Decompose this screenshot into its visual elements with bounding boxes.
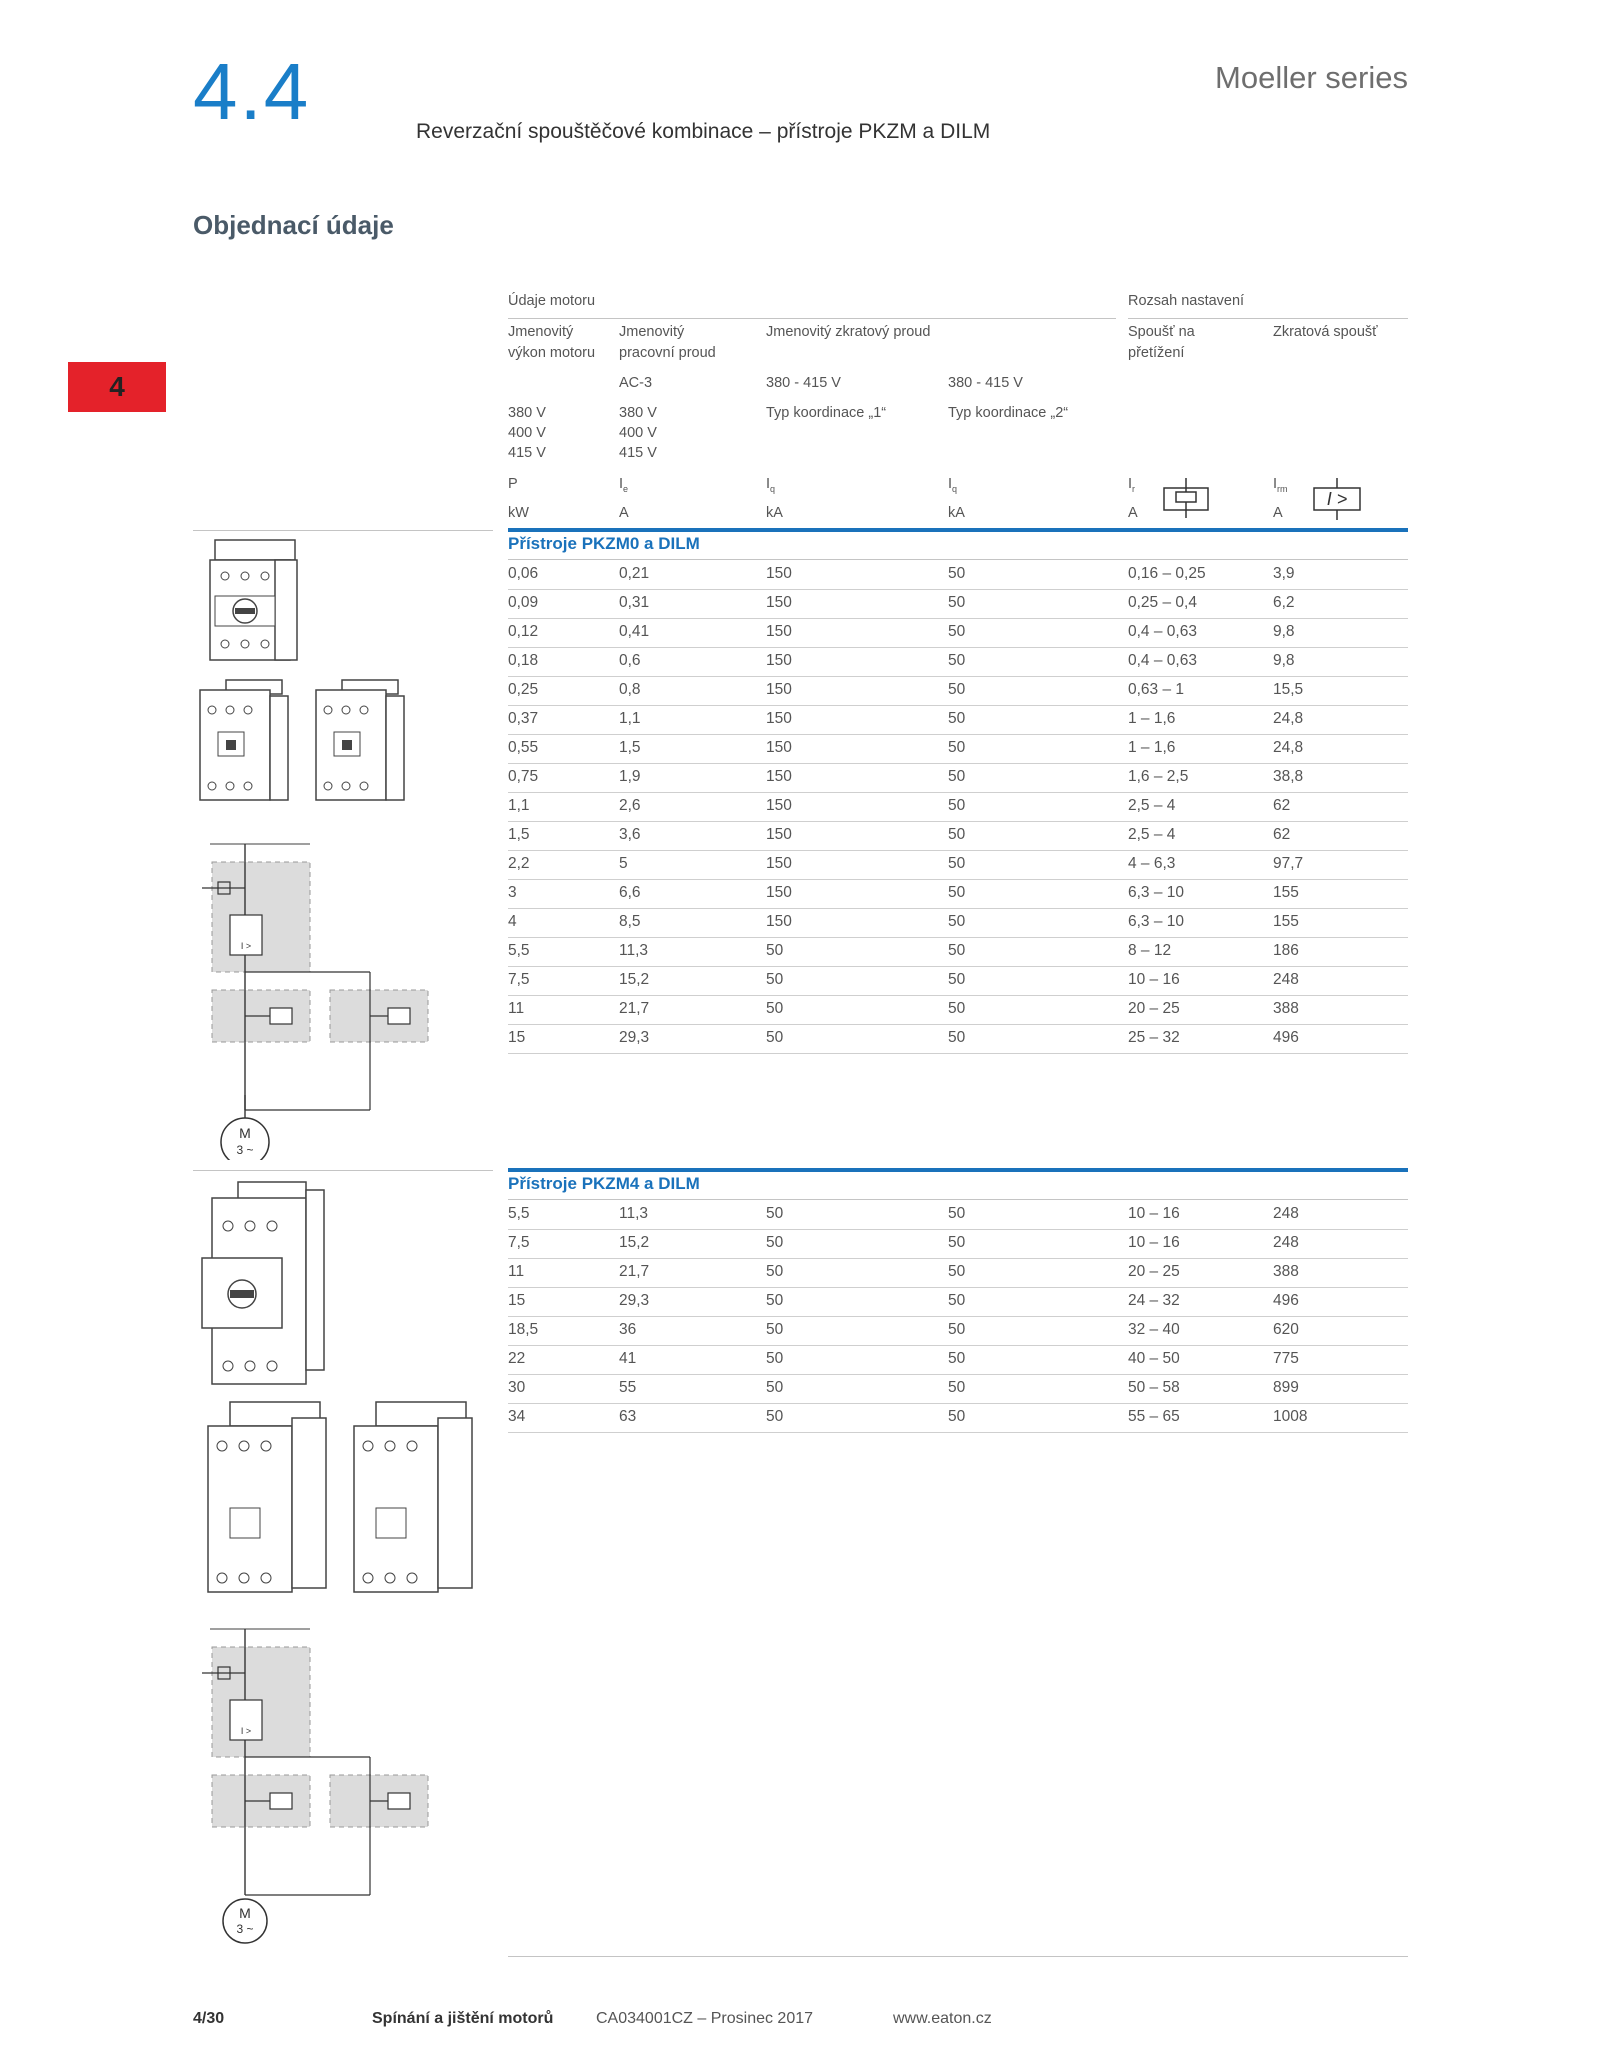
motor-power-cell: 2,2	[508, 855, 530, 872]
dilm-contactor-large-image	[346, 1398, 476, 1598]
overload-range-cell: 2,5 – 4	[1128, 797, 1176, 814]
short-circuit-cell-type2: 50	[948, 768, 966, 785]
voltage-range-2: 380 - 415 V	[948, 375, 1023, 391]
short-release-cell: 775	[1273, 1350, 1299, 1367]
table-row	[508, 734, 1408, 764]
rated-current-cell: 0,41	[619, 623, 650, 640]
table-row	[508, 618, 1408, 648]
table-row	[508, 908, 1408, 938]
overload-relay-icon	[1162, 478, 1212, 518]
short-circuit-cell-type1: 50	[766, 1029, 784, 1046]
short-circuit-cell-type2: 50	[948, 1292, 966, 1309]
rated-power-line2: výkon motoru	[508, 345, 596, 361]
table-row	[508, 705, 1408, 735]
rated-current-cell: 15,2	[619, 971, 650, 988]
short-circuit-cell-type2: 50	[948, 1350, 966, 1367]
short-circuit-cell-type1: 150	[766, 826, 792, 843]
table-row	[508, 879, 1408, 909]
overload-range-cell: 6,3 – 10	[1128, 913, 1185, 930]
short-circuit-cell-type1: 50	[766, 971, 784, 988]
table-row	[508, 966, 1408, 996]
table-row	[508, 1374, 1408, 1404]
motor-power-cell: 0,75	[508, 768, 539, 785]
overload-range-cell: 8 – 12	[1128, 942, 1172, 959]
overload-line1: Spoušť na	[1128, 324, 1195, 340]
overload-range-cell: 0,63 – 1	[1128, 681, 1185, 698]
reversing-circuit-diagram	[200, 1625, 440, 1945]
rated-current-cell: 41	[619, 1350, 637, 1367]
footer-catalog: CA034001CZ – Prosinec 2017	[596, 2010, 814, 2027]
rated-current-cell: 1,5	[619, 739, 641, 756]
short-circuit-cell-type1: 150	[766, 710, 792, 727]
rated-current-cell: 2,6	[619, 797, 641, 814]
short-release-cell: 38,8	[1273, 768, 1304, 785]
setting-range-label: Rozsah nastavení	[1128, 293, 1245, 309]
group-title-pkzm4: Přístroje PKZM4 a DILM	[508, 1174, 700, 1193]
overload-range-cell: 10 – 16	[1128, 971, 1180, 988]
overload-range-cell: 6,3 – 10	[1128, 884, 1185, 901]
short-release-header: Zkratová spoušť	[1273, 324, 1378, 340]
overload-range-cell: 1 – 1,6	[1128, 739, 1176, 756]
group-divider	[508, 1168, 1408, 1172]
table-bottom-divider	[508, 1956, 1408, 1957]
symbol-subscript: q	[952, 483, 958, 494]
short-circuit-cell-type2: 50	[948, 797, 966, 814]
short-circuit-cell-type2: 50	[948, 1408, 966, 1425]
overload-range-cell: 0,16 – 0,25	[1128, 565, 1206, 582]
pkzm0-breaker-image	[205, 536, 305, 666]
short-circuit-cell-type2: 50	[948, 681, 966, 698]
voltage-415: 415 V	[508, 445, 546, 461]
rated-current-cell: 5	[619, 855, 628, 872]
rated-current-cell: 6,6	[619, 884, 641, 901]
rated-current-cell: 29,3	[619, 1292, 650, 1309]
rated-current-cell: 55	[619, 1379, 637, 1396]
motor-power-cell: 0,37	[508, 710, 539, 727]
overcurrent-label: I >	[240, 1726, 252, 1736]
motor-power-cell: 5,5	[508, 942, 530, 959]
short-release-cell: 15,5	[1273, 681, 1304, 698]
voltage-list-2	[619, 403, 657, 463]
short-circuit-cell-type2: 50	[948, 1205, 966, 1222]
motor-phase-label: 3 ~	[236, 1143, 254, 1157]
overload-range-cell: 10 – 16	[1128, 1205, 1180, 1222]
short-release-cell: 97,7	[1273, 855, 1304, 872]
symbol-iq-2	[948, 474, 957, 500]
short-circuit-cell-type1: 150	[766, 884, 792, 901]
rated-current-cell: 11,3	[619, 1205, 649, 1222]
short-circuit-cell-type1: 50	[766, 942, 784, 959]
rated-current-cell: 29,3	[619, 1029, 650, 1046]
voltage-range-1: 380 - 415 V	[766, 375, 841, 391]
motor-label: M	[239, 1125, 251, 1141]
unit-a: A	[619, 505, 629, 521]
table-row	[508, 560, 1408, 590]
rated-current-cell: 11,3	[619, 942, 649, 959]
voltage-415: 415 V	[619, 445, 657, 461]
motor-power-cell: 15	[508, 1029, 526, 1046]
overload-range-cell: 24 – 32	[1128, 1292, 1180, 1309]
table-row	[508, 1229, 1408, 1259]
short-circuit-cell-type1: 50	[766, 1350, 784, 1367]
unit-ka: kA	[766, 505, 783, 521]
table-row	[508, 676, 1408, 706]
table-row	[508, 995, 1408, 1025]
rated-current-cell: 63	[619, 1408, 637, 1425]
overload-range-cell: 2,5 – 4	[1128, 826, 1176, 843]
short-release-cell: 248	[1273, 971, 1299, 988]
short-release-cell: 62	[1273, 797, 1291, 814]
motor-power-cell: 7,5	[508, 1234, 530, 1251]
motor-power-cell: 30	[508, 1379, 526, 1396]
reversing-circuit-diagram	[200, 840, 440, 1160]
rated-current-cell: 21,7	[619, 1000, 650, 1017]
irm-symbol-text: I >	[1326, 489, 1348, 509]
short-release-cell: 248	[1273, 1205, 1299, 1222]
rated-current-cell: 3,6	[619, 826, 641, 843]
short-circuit-cell-type1: 150	[766, 594, 792, 611]
short-release-cell: 899	[1273, 1379, 1299, 1396]
short-release-cell: 62	[1273, 826, 1291, 843]
coordination-type-2: Typ koordinace „2“	[948, 405, 1069, 421]
section-heading: Objednací údaje	[193, 210, 394, 240]
short-release-cell: 1008	[1273, 1408, 1308, 1425]
divider	[193, 530, 493, 531]
rated-current-cell: 0,8	[619, 681, 641, 698]
symbol-subscript: q	[770, 483, 776, 494]
motor-power-cell: 34	[508, 1408, 526, 1425]
table-row	[508, 1287, 1408, 1317]
chapter-tab[interactable]: 4	[68, 362, 166, 412]
unit-a: A	[1128, 505, 1138, 521]
overload-range-cell: 4 – 6,3	[1128, 855, 1176, 872]
page-subtitle: Reverzační spouštěčové kombinace – přístroje PKZM a DILM	[416, 120, 991, 143]
motor-power-cell: 1,1	[508, 797, 530, 814]
short-circuit-cell-type1: 150	[766, 739, 792, 756]
motor-data-label: Údaje motoru	[508, 293, 596, 309]
short-release-cell: 6,2	[1273, 594, 1295, 611]
short-circuit-cell-type2: 50	[948, 594, 966, 611]
rated-current-cell: 8,5	[619, 913, 641, 930]
table-row	[508, 1345, 1408, 1375]
voltage-380: 380 V	[508, 405, 546, 421]
short-release-cell: 388	[1273, 1000, 1299, 1017]
symbol-letter: I	[619, 476, 624, 492]
symbol-iq-1	[766, 474, 775, 500]
short-release-cell: 496	[1273, 1029, 1299, 1046]
ac3-label: AC-3	[619, 375, 653, 391]
overload-range-cell: 55 – 65	[1128, 1408, 1180, 1425]
overload-range-cell: 10 – 16	[1128, 1234, 1180, 1251]
motor-power-cell: 7,5	[508, 971, 530, 988]
short-circuit-header: Jmenovitý zkratový proud	[766, 324, 931, 340]
divider	[508, 318, 1116, 319]
rated-current-cell: 1,1	[619, 710, 641, 727]
motor-power-cell: 22	[508, 1350, 526, 1367]
symbol-p: P	[508, 476, 518, 492]
short-circuit-cell-type1: 150	[766, 768, 792, 785]
short-circuit-cell-type2: 50	[948, 884, 966, 901]
short-circuit-cell-type1: 50	[766, 1000, 784, 1017]
table-row	[508, 821, 1408, 851]
short-circuit-cell-type1: 50	[766, 1205, 784, 1222]
short-circuit-cell-type2: 50	[948, 565, 966, 582]
dilm-contactor-image	[196, 676, 296, 806]
rated-power-line1: Jmenovitý	[508, 324, 574, 340]
short-circuit-cell-type2: 50	[948, 1321, 966, 1338]
overload-range-cell: 1 – 1,6	[1128, 710, 1176, 727]
motor-power-cell: 0,06	[508, 565, 539, 582]
rated-current-header	[619, 322, 716, 364]
symbol-ir	[1128, 474, 1135, 500]
table-row	[508, 1403, 1408, 1433]
short-release-cell: 9,8	[1273, 652, 1295, 669]
symbol-letter: I	[1128, 476, 1133, 492]
overload-range-cell: 32 – 40	[1128, 1321, 1180, 1338]
rated-power-header	[508, 322, 595, 364]
overload-range-cell: 1,6 – 2,5	[1128, 768, 1189, 785]
motor-power-cell: 0,25	[508, 681, 539, 698]
group-divider	[508, 528, 1408, 532]
motor-power-cell: 18,5	[508, 1321, 539, 1338]
short-circuit-cell-type2: 50	[948, 855, 966, 872]
rated-current-cell: 0,31	[619, 594, 650, 611]
table-row	[508, 647, 1408, 677]
table-row	[508, 1200, 1408, 1230]
symbol-letter: I	[1273, 476, 1278, 492]
short-circuit-cell-type1: 50	[766, 1321, 784, 1338]
short-circuit-cell-type1: 50	[766, 1379, 784, 1396]
short-circuit-cell-type2: 50	[948, 1263, 966, 1280]
voltage-400: 400 V	[619, 425, 657, 441]
coordination-type-1: Typ koordinace „1“	[766, 405, 887, 421]
symbol-subscript: rm	[1277, 483, 1288, 494]
short-release-cell: 3,9	[1273, 565, 1295, 582]
table-row	[508, 589, 1408, 619]
symbol-letter: I	[948, 476, 953, 492]
unit-a: A	[1273, 505, 1283, 521]
motor-power-cell: 15	[508, 1292, 526, 1309]
rated-current-cell: 1,9	[619, 768, 641, 785]
overload-range-cell: 0,4 – 0,63	[1128, 652, 1197, 669]
symbol-subscript: e	[623, 483, 629, 494]
overload-range-cell: 50 – 58	[1128, 1379, 1180, 1396]
overload-range-cell: 20 – 25	[1128, 1000, 1180, 1017]
motor-label: M	[239, 1905, 251, 1921]
voltage-list-1	[508, 403, 546, 463]
overload-range-cell: 0,25 – 0,4	[1128, 594, 1197, 611]
short-release-cell: 496	[1273, 1292, 1299, 1309]
short-circuit-cell-type1: 50	[766, 1292, 784, 1309]
series-title: Moeller series	[1215, 60, 1408, 95]
motor-phase-label: 3 ~	[236, 1922, 254, 1936]
overload-range-cell: 25 – 32	[1128, 1029, 1180, 1046]
short-circuit-cell-type2: 50	[948, 942, 966, 959]
table-row	[508, 792, 1408, 822]
unit-ka: kA	[948, 505, 965, 521]
short-circuit-cell-type1: 150	[766, 855, 792, 872]
short-circuit-cell-type1: 150	[766, 913, 792, 930]
footer-website[interactable]: www.eaton.cz	[893, 2010, 992, 2027]
short-circuit-cell-type2: 50	[948, 739, 966, 756]
short-circuit-cell-type2: 50	[948, 913, 966, 930]
voltage-380: 380 V	[619, 405, 657, 421]
short-circuit-cell-type1: 150	[766, 652, 792, 669]
section-number: 4.4	[193, 47, 311, 136]
rated-current-cell: 0,6	[619, 652, 641, 669]
symbol-ie	[619, 474, 628, 500]
overcurrent-label: I >	[240, 941, 252, 951]
rated-current-cell: 0,21	[619, 565, 650, 582]
motor-power-cell: 1,5	[508, 826, 530, 843]
overload-header	[1128, 322, 1195, 364]
divider	[1128, 318, 1408, 319]
motor-power-cell: 0,09	[508, 594, 539, 611]
short-circuit-cell-type2: 50	[948, 652, 966, 669]
divider	[193, 1170, 493, 1171]
short-circuit-cell-type2: 50	[948, 1234, 966, 1251]
table-row	[508, 1316, 1408, 1346]
symbol-irm	[1273, 474, 1288, 500]
motor-power-cell: 4	[508, 913, 517, 930]
rated-current-line1: Jmenovitý	[619, 324, 685, 340]
table-row	[508, 1258, 1408, 1288]
short-release-cell: 9,8	[1273, 623, 1295, 640]
short-circuit-cell-type1: 150	[766, 565, 792, 582]
short-circuit-cell-type2: 50	[948, 1379, 966, 1396]
table-row	[508, 1024, 1408, 1054]
dilm-contactor-image	[312, 676, 412, 806]
rated-current-line2: pracovní proud	[619, 345, 716, 361]
motor-power-cell: 0,55	[508, 739, 539, 756]
voltage-400: 400 V	[508, 425, 546, 441]
short-circuit-cell-type1: 50	[766, 1234, 784, 1251]
page-number: 4/30	[193, 2010, 225, 2027]
rated-current-cell: 15,2	[619, 1234, 650, 1251]
short-release-cell: 155	[1273, 913, 1299, 930]
short-release-cell: 24,8	[1273, 739, 1304, 756]
short-circuit-cell-type1: 50	[766, 1263, 784, 1280]
footer-chapter: Spínání a jištění motorů	[372, 2010, 554, 2027]
short-circuit-cell-type2: 50	[948, 1029, 966, 1046]
symbol-subscript: r	[1132, 483, 1136, 494]
short-circuit-cell-type1: 50	[766, 1408, 784, 1425]
motor-power-cell: 0,12	[508, 623, 539, 640]
short-circuit-cell-type2: 50	[948, 710, 966, 727]
table-row	[508, 763, 1408, 793]
pkzm4-breaker-image	[198, 1178, 328, 1388]
rated-current-cell: 36	[619, 1321, 637, 1338]
motor-power-cell: 3	[508, 884, 517, 901]
motor-power-cell: 11	[508, 1263, 525, 1280]
short-release-cell: 248	[1273, 1234, 1299, 1251]
short-circuit-cell-type1: 150	[766, 623, 792, 640]
symbol-letter: I	[766, 476, 771, 492]
unit-kw: kW	[508, 505, 529, 521]
short-release-cell: 155	[1273, 884, 1299, 901]
motor-power-cell: 5,5	[508, 1205, 530, 1222]
overload-range-cell: 0,4 – 0,63	[1128, 623, 1197, 640]
overload-range-cell: 40 – 50	[1128, 1350, 1180, 1367]
short-circuit-cell-type2: 50	[948, 623, 966, 640]
dilm-contactor-large-image	[200, 1398, 330, 1598]
table-row	[508, 850, 1408, 880]
motor-power-cell: 11	[508, 1000, 525, 1017]
short-circuit-cell-type1: 150	[766, 681, 792, 698]
short-circuit-cell-type1: 150	[766, 797, 792, 814]
rated-current-cell: 21,7	[619, 1263, 650, 1280]
table-row	[508, 937, 1408, 967]
overload-range-cell: 20 – 25	[1128, 1263, 1180, 1280]
group-title-pkzm0: Přístroje PKZM0 a DILM	[508, 534, 700, 553]
short-release-cell: 186	[1273, 942, 1299, 959]
short-circuit-cell-type2: 50	[948, 1000, 966, 1017]
short-circuit-cell-type2: 50	[948, 826, 966, 843]
short-release-cell: 388	[1273, 1263, 1299, 1280]
short-release-cell: 620	[1273, 1321, 1299, 1338]
motor-power-cell: 0,18	[508, 652, 539, 669]
overload-line2: přetížení	[1128, 345, 1185, 361]
short-circuit-release-icon	[1310, 478, 1364, 520]
short-circuit-cell-type2: 50	[948, 971, 966, 988]
short-release-cell: 24,8	[1273, 710, 1304, 727]
